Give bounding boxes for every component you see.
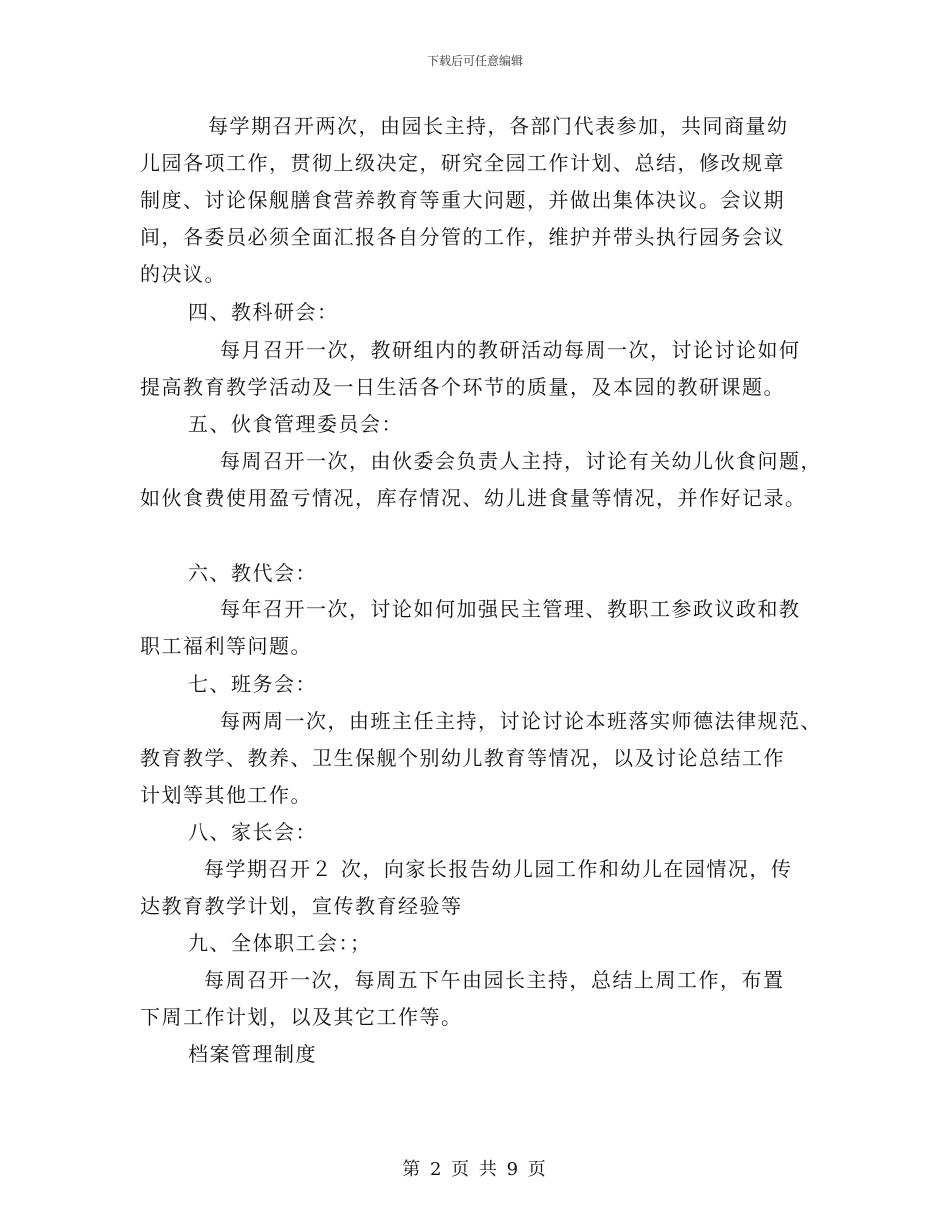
page-number-footer: 第 2 页 共 9 页 bbox=[402, 1159, 548, 1180]
section-heading: 九、全体职工会：； bbox=[188, 931, 372, 955]
paragraph-line: 每两周一次，由班主任主持，讨论讨论本班落实师德法律规范、 bbox=[220, 709, 822, 733]
section-heading: 七、班务会： bbox=[188, 672, 317, 696]
paragraph-line: 教育教学、教养、卫生保舰个别幼儿教育等情况，以及讨论总结工作 bbox=[140, 746, 785, 770]
paragraph-line: 每学期召开２ 次，向家长报告幼儿园工作和幼儿在园情况，传 bbox=[204, 857, 793, 881]
section-heading: 八、家长会： bbox=[188, 820, 317, 844]
paragraph-line: 制度、讨论保舰膳食营养教育等重大问题，并做出集体决议。会议期 bbox=[140, 188, 785, 212]
paragraph-line: 提高教育教学活动及一日生活各个环节的质量，及本园的教研课题。 bbox=[140, 375, 785, 399]
paragraph-line: 每月召开一次，教研组内的教研活动每周一次，讨论讨论如何 bbox=[220, 338, 801, 362]
paragraph-line: 每学期召开两次，由园长主持，各部门代表参加，共同商量幼 bbox=[208, 114, 789, 138]
section-heading: 四、教科研会： bbox=[188, 300, 339, 324]
section-heading: 档案管理制度 bbox=[188, 1042, 317, 1066]
paragraph-line: 下周工作计划，以及其它工作等。 bbox=[140, 1005, 463, 1029]
paragraph-line: 计划等其他工作。 bbox=[140, 783, 312, 807]
paragraph-line: 间，各委员必须全面汇报各自分管的工作，维护并带头执行园务会议 bbox=[140, 225, 785, 249]
paragraph-line: 职工福利等问题。 bbox=[140, 634, 312, 658]
paragraph-line: 的决议。 bbox=[140, 262, 226, 286]
paragraph-line: 儿园各项工作，贯彻上级决定，研究全园工作计划、总结，修改规章 bbox=[140, 151, 785, 175]
page-header-note: 下载后可任意编辑 bbox=[426, 54, 523, 68]
paragraph-line: 达教育教学计划，宣传教育经验等 bbox=[140, 894, 463, 918]
paragraph-line: 每年召开一次，讨论如何加强民主管理、教职工参政议政和教 bbox=[220, 597, 801, 621]
section-heading: 五、伙食管理委员会： bbox=[188, 412, 403, 436]
paragraph-line: 每周召开一次，每周五下午由园长主持，总结上周工作，布置 bbox=[204, 968, 785, 992]
paragraph-line: 如伙食费使用盈亏情况，库存情况、幼儿进食量等情况，并作好记录。 bbox=[140, 486, 807, 510]
section-heading: 六、教代会： bbox=[188, 561, 317, 585]
paragraph-line: 每周召开一次，由伙委会负责人主持，讨论有关幼儿伙食问题， bbox=[220, 449, 822, 473]
